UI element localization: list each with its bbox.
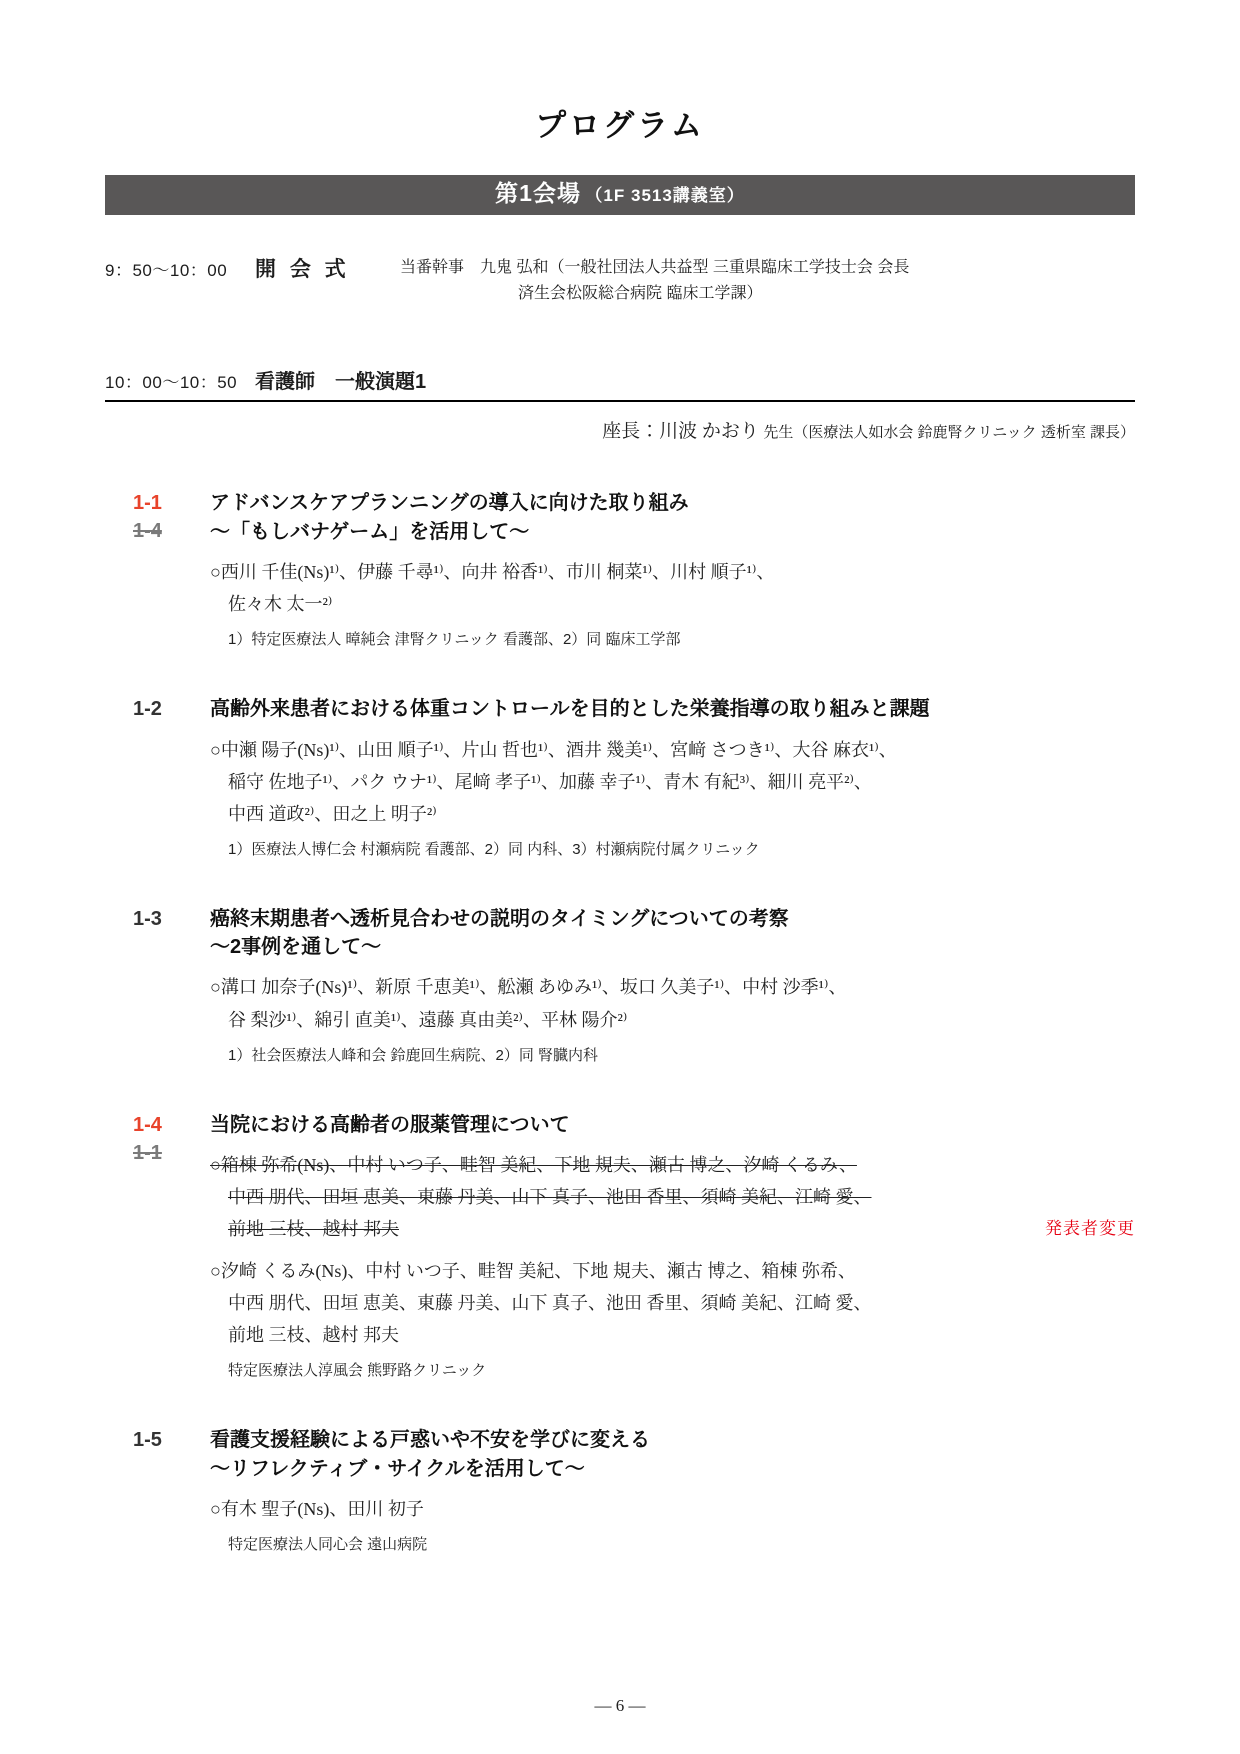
presentation-number-column [105,489,210,649]
author-line: 谷 梨沙¹⁾、綿引 直美¹⁾、遠藤 真由美²⁾、平林 陽介²⁾ [228,1009,628,1030]
presentation-title [210,695,1135,723]
presentation-number-column [105,1111,210,1381]
opening-officer [400,253,909,308]
presentation-number: 1-5 [133,1429,162,1452]
venue-room: （1F 3513講義室） [585,186,745,205]
presentation-number: 1-1 [133,492,162,515]
session-time: 10：00～10：50 [105,373,238,393]
presentation-subtitle-line: ～「もしバナゲーム」を活用して～ [210,520,530,543]
author-list-struck [210,1149,1135,1245]
author-line: 中西 道政²⁾、田之上 明子²⁾ [228,803,437,824]
author-line: ○中瀬 陽子(Ns)¹⁾、山田 順子¹⁾、片山 哲也¹⁾、酒井 幾美¹⁾、宮﨑 さつき¹⁾、大谷 麻衣¹⁾、 [210,739,897,760]
presenter-change-note: 発表者変更 [1045,1219,1135,1239]
author-list [210,1255,1135,1351]
page-title: プログラム [535,108,705,143]
author-line: ○溝口 加奈子(Ns)¹⁾、新原 千恵美¹⁾、舩瀬 あゆみ¹⁾、坂口 久美子¹⁾、中村 沙季¹⁾、 [210,977,847,998]
presentation-number: 1-4 [133,1113,162,1136]
presentation-subtitle-line: ～リフレクティブ・サイクルを活用して～ [210,1457,585,1480]
author-line-struck: 前地 三枝、越村 邦夫 [228,1219,399,1239]
presentation-body [210,1426,1135,1554]
author-line: ○汐崎 くるみ(Ns)、中村 いつ子、畦智 美紀、下地 規夫、瀬古 博之、箱棟 弥希、 [210,1261,856,1282]
affiliation: 特定医療法人同心会 遠山病院 [228,1535,428,1553]
author-list [210,556,1135,620]
presentation-number: 1-3 [133,907,162,930]
author-list [210,734,1135,830]
presentation-subtitle-line: ～2事例を通して～ [210,936,382,959]
presentation-title-line: アドバンスケアプランニングの導入に向けた取り組み [210,492,689,515]
author-line: ○有木 聖子(Ns)、田川 初子 [210,1498,424,1519]
author-line: 稲守 佐地子¹⁾、パク ウナ¹⁾、尾﨑 孝子¹⁾、加藤 幸子¹⁾、青木 有紀³⁾、細川 亮平²⁾、 [228,771,872,792]
presentation-title-line: 癌終末期患者へ透析見合わせの説明のタイミングについての考察 [210,907,789,930]
author-line: ○西川 千佳(Ns)¹⁾、伊藤 千尋¹⁾、向井 裕香¹⁾、市川 桐菜¹⁾、川村 順子¹⁾、 [210,562,775,583]
opening-officer-line: 済生会松阪総合病院 臨床工学課） [518,284,763,302]
presentation-title [210,1426,1135,1483]
venue-name: 第1会場 [495,180,581,206]
presentation-number-old: 1-4 [133,520,162,543]
opening-time: 9：50～10：00 [105,260,228,280]
author-line-struck: 中西 朋代、田垣 恵美、東藤 丹美、山下 真子、池田 香里、須崎 美紀、江崎 愛、 [228,1186,872,1207]
session-divider [105,400,1135,402]
presentation-number-column [105,695,210,858]
session-title: 看護師 一般演題1 [255,371,427,394]
struck-authors-wrap [210,1149,1135,1245]
presentation-title-line: 看護支援経験による戸惑いや不安を学びに変える [210,1429,650,1452]
opening-label: 開 会 式 [255,257,350,281]
presentation-1-2 [105,695,1135,858]
page-number: — 6 — [594,1696,646,1715]
session-header-row [105,365,1135,394]
presentation-1-1 [105,489,1135,649]
author-list [210,1493,1135,1525]
author-list [210,971,1135,1035]
affiliation: 特定医療法人淳風会 熊野路クリニック [228,1362,487,1380]
affiliation: 1）特定医療法人 暲純会 津腎クリニック 看護部、2）同 臨床工学部 [228,631,681,649]
presentation-body [210,695,1135,858]
presentation-number-column [105,1426,210,1554]
presentation-number: 1-2 [133,698,162,721]
presentation-title [210,1111,1135,1139]
session-chair [105,416,1135,443]
presentation-title [210,489,1135,546]
opening-officer-line: 当番幹事 九鬼 弘和（一般社団法人共益型 三重県臨床工学技士会 会長 [400,258,910,276]
author-line-struck: ○箱棟 弥希(Ns)、中村 いつ子、畦智 美紀、下地 規夫、瀬古 博之、汐崎 くるみ、 [210,1154,857,1175]
presentation-title-line: 当院における高齢者の服薬管理について [210,1113,570,1136]
presentation-number-old: 1-1 [133,1141,162,1164]
affiliation: 1）社会医療法人峰和会 鈴鹿回生病院、2）同 腎臓内科 [228,1046,599,1064]
presentation-title [210,905,1135,962]
presentation-1-3 [105,905,1135,1065]
opening-ceremony-row [105,253,1135,308]
author-line: 佐々木 太一²⁾ [228,594,333,615]
venue-banner [105,175,1135,215]
presentation-body [210,1111,1135,1381]
presentation-1-5 [105,1426,1135,1554]
presentation-1-4 [105,1111,1135,1381]
presentation-number-column [105,905,210,1065]
author-line: 前地 三枝、越村 邦夫 [228,1325,399,1346]
chair-name: 座長：川波 かおり [602,421,759,443]
presentation-body [210,489,1135,649]
presentation-title-line: 高齢外来患者における体重コントロールを目的とした栄養指導の取り組みと課題 [210,698,930,721]
author-line: 中西 朋代、田垣 恵美、東藤 丹美、山下 真子、池田 香里、須崎 美紀、江崎 愛、 [228,1293,872,1314]
chair-affiliation: 先生（医療法人如水会 鈴鹿腎クリニック 透析室 課長） [763,424,1135,442]
affiliation: 1）医療法人博仁会 村瀬病院 看護部、2）同 内科、3）村瀬病院付属クリニック [228,840,760,858]
presentation-body [210,905,1135,1065]
